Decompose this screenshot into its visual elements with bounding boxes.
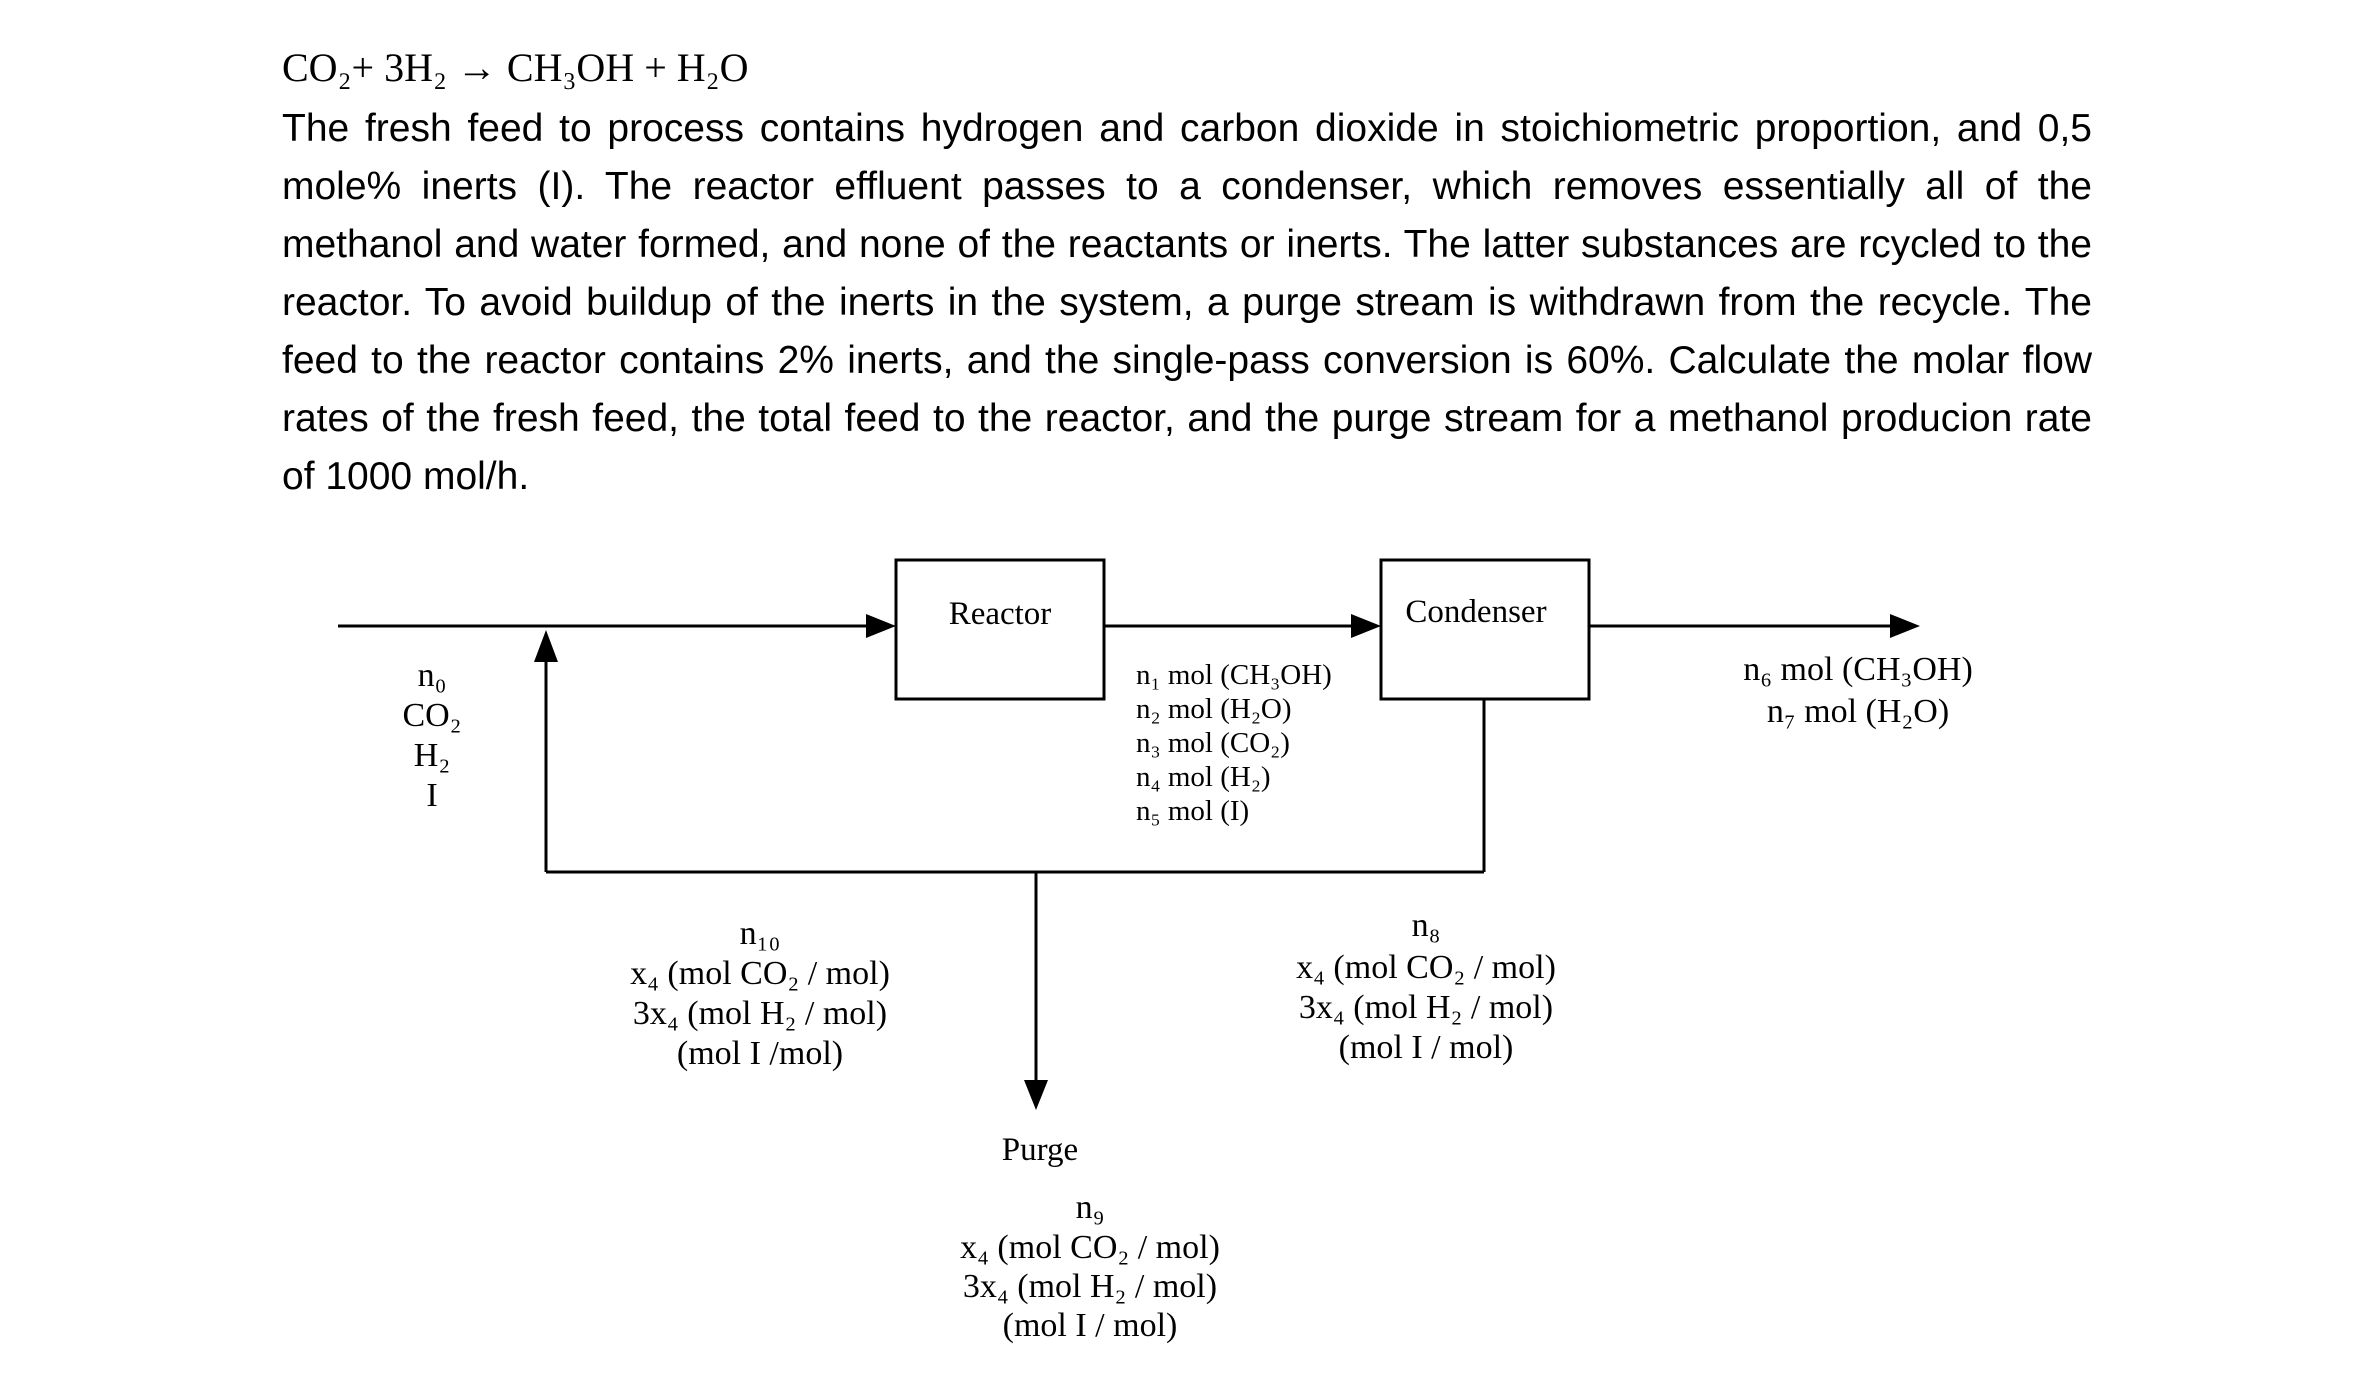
product-n6: n₆ mol (CH₃OH): [1743, 651, 1973, 688]
condenser-label: Condenser: [1405, 594, 1547, 630]
fresh-feed-n0: n₀: [417, 657, 447, 694]
product-arrow: [1890, 614, 1920, 638]
purge-inerts: (mol I / mol): [1002, 1307, 1178, 1344]
effluent-n2: n₂ mol (H₂O): [1136, 693, 1292, 725]
recycle-n10-inerts: (mol I /mol): [676, 1035, 844, 1072]
effluent-n3: n₃ mol (CO₂): [1136, 727, 1290, 759]
effluent-n5: n₅ mol (I): [1136, 795, 1250, 827]
fresh-feed-labels: [402, 657, 461, 814]
recycle-n10: n₁₀: [739, 915, 781, 952]
effluent-arrow: [1351, 614, 1381, 638]
effluent-n4: n₄ mol (H₂): [1136, 761, 1271, 793]
recycle-n8-co2: x₄ (mol CO₂ / mol): [1296, 949, 1556, 986]
reaction-equation: CO₂+ 3H₂ → CH₃OH + H₂O: [282, 45, 749, 90]
problem-statement: The fresh feed to process contains hydrogen and carbon dioxide in stoichiometric proportion, and 0,5 mole% inerts (I). The reactor effluent passes to a condenser, which removes essentially all of the methanol and water formed, and none of the reactants or inerts. The latter substances are rcycled to the reactor. To avoid buildup of the inerts in the system, a purge stream is withdrawn from the recycle. The feed to the reactor contains 2% inerts, and the single-pass conversion is 60%. Calculate the molar flow rates of the fresh feed, the total feed to the reactor, and the purge stream for a methanol producion rate of 1000 mol/h.: [282, 107, 2092, 498]
effluent-labels: [1136, 659, 1332, 827]
recycle-n8-inerts: (mol I / mol): [1338, 1029, 1514, 1066]
purge-arrow: [1024, 1080, 1048, 1110]
recycle-n8-labels: [1296, 907, 1556, 1066]
product-labels: [1743, 651, 1973, 730]
purge-stream-labels: [960, 1189, 1220, 1344]
purge-label: Purge: [1001, 1132, 1079, 1168]
reactor-label: Reactor: [948, 596, 1052, 632]
recycle-arrow: [534, 630, 558, 662]
purge-h2: 3x₄ (mol H₂ / mol): [962, 1268, 1218, 1305]
recycle-n10-labels: [630, 915, 890, 1072]
recycle-n8-h2: 3x₄ (mol H₂ / mol): [1298, 989, 1554, 1026]
effluent-n1: n₁ mol (CH₃OH): [1136, 659, 1332, 691]
purge-co2: x₄ (mol CO₂ / mol): [960, 1229, 1220, 1266]
recycle-n10-h2: 3x₄ (mol H₂ / mol): [632, 995, 888, 1032]
fresh-feed-co2: CO₂: [402, 697, 462, 734]
purge-n9: n₉: [1075, 1189, 1105, 1226]
feed-arrow: [866, 614, 896, 638]
recycle-n10-co2: x₄ (mol CO₂ / mol): [630, 955, 890, 992]
recycle-n8: n₈: [1411, 907, 1441, 944]
product-n7: n₇ mol (H₂O): [1766, 693, 1950, 730]
fresh-feed-inerts: I: [426, 777, 438, 814]
fresh-feed-h2: H₂: [413, 737, 451, 774]
